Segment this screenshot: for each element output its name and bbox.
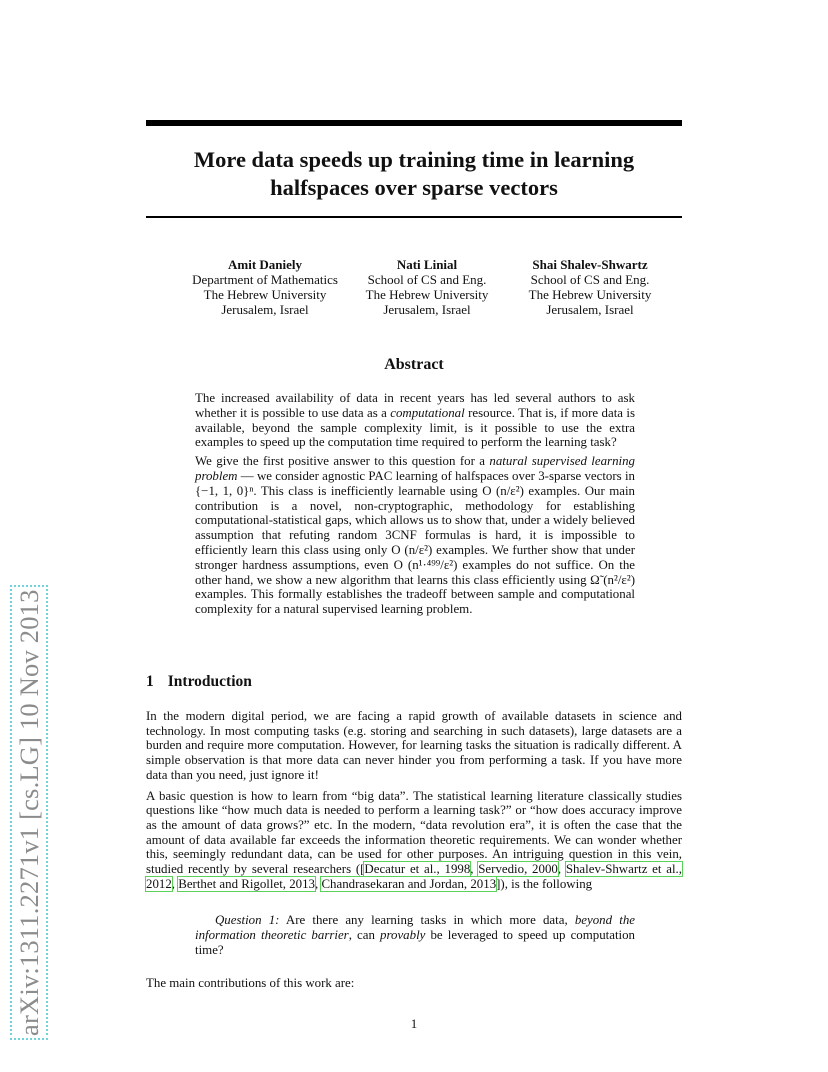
page-number: 1 [410,1016,418,1031]
citation-link[interactable]: Berthet and Rigollet, 2013 [178,876,315,891]
title-rule-bottom [146,216,682,218]
citation-link[interactable]: Chandrasekaran and Jordan, 2013 [321,876,497,891]
title-rule-top [146,120,682,126]
author-affiliation: Jerusalem, Israel [383,302,471,317]
author-2 [337,257,517,317]
intro-paragraph: In the modern digital period, we are facing a rapid growth of available datasets in science and technology. In most computing tasks (e.g. storing and searching in such datasets), large datasets are a burden and require more computation. However, for learning tasks the situation is radically different. A simple observation is that more data can never hinder you from performing a task. If you have more data than you need, just ignore it! [146,709,682,782]
author-name: Shai Shalev-Shwartz [532,257,648,272]
author-affiliation: Jerusalem, Israel [221,302,309,317]
abstract-body [195,391,635,621]
arxiv-identifier: arXiv:1311.2271v1 [cs.LG] 10 Nov 2013 [14,589,44,1036]
author-affiliation: The Hebrew University [203,287,327,302]
author-affiliation: The Hebrew University [365,287,489,302]
author-affiliation: School of CS and Eng. [530,272,650,287]
author-name: Amit Daniely [227,257,303,272]
contributions-intro: The main contributions of this work are: [146,976,355,990]
author-affiliation: School of CS and Eng. [367,272,487,287]
author-affiliation: The Hebrew University [528,287,652,302]
citation-link[interactable]: Servedio, 2000 [478,862,558,877]
abstract-paragraph: We give the first positive answer to this question for a natural supervised learning problem — we consider agnostic PAC learning of halfspaces over 3-sparse vectors in {−1, 1, 0}ⁿ. This class is inefficiently learnable using O (n/ε²) examples. Our main contribution is a novel, non-cryptographic, methodology for establishing computational-statistical gaps, which allows us to show that, under a widely believed assumption that refuting random 3CNF formulas is hard, it is impossible to efficiently learn this class using only O (n/ε²) examples. We further show that under stronger hardness assumptions, even O (n¹·⁴⁹⁹/ε²) examples do not suffice. On the other hand, we show a new algorithm that learns this class efficiently using Ω̃ (n²/ε²) examples. This formally establishes the tradeoff between sample and computational complexity for a natural supervised learning problem. [195,454,635,617]
author-affiliation: Jerusalem, Israel [546,302,634,317]
abstract-heading: Abstract [384,356,444,373]
author-name: Nati Linial [396,257,458,272]
citation-link[interactable]: Shalev-Shwartz et al., 2012 [146,862,682,891]
paper-title: More data speeds up training time in learning halfspaces over sparse vectors [193,147,635,200]
citation-link[interactable]: Decatur et al., 1998 [364,862,471,877]
author-3 [500,257,680,317]
author-1 [175,257,355,317]
intro-paragraph: A basic question is how to learn from “big data”. The statistical learning literature classically studies questions like “how much data is needed to perform a learning task?” or “how does accuracy improve as the amount of data grows?” etc. In the modern, “data revolution era”, it is often the case that the amount of data available far exceeds the information theoretic requirements. We can wonder whether this, seemingly redundant data, can be used for other purposes. An intriguing question in this vein, studied recently by several researchers ([Decatur et al., 1998, Servedio, 2000, Shalev-Shwartz et al., 2012, Berthet and Rigollet, 2013, Chandrasekaran and Jordan, 2013]), is the following [146,788,682,891]
intro-body [146,709,682,897]
question-block: Question 1: Are there any learning tasks in which more data, beyond the information theoretic barrier, can provably be leveraged to speed up computation time? [195,913,636,957]
abstract-paragraph: The increased availability of data in recent years has led several authors to ask whether it is possible to use data as a computational resource. That is, if more data is available, beyond the sample complexity limit, is it possible to use the extra examples to speed up the computation time required to perform the learning task? [195,391,635,450]
author-affiliation: Department of Mathematics [192,272,338,287]
section-heading: 1 Introduction [146,673,252,690]
